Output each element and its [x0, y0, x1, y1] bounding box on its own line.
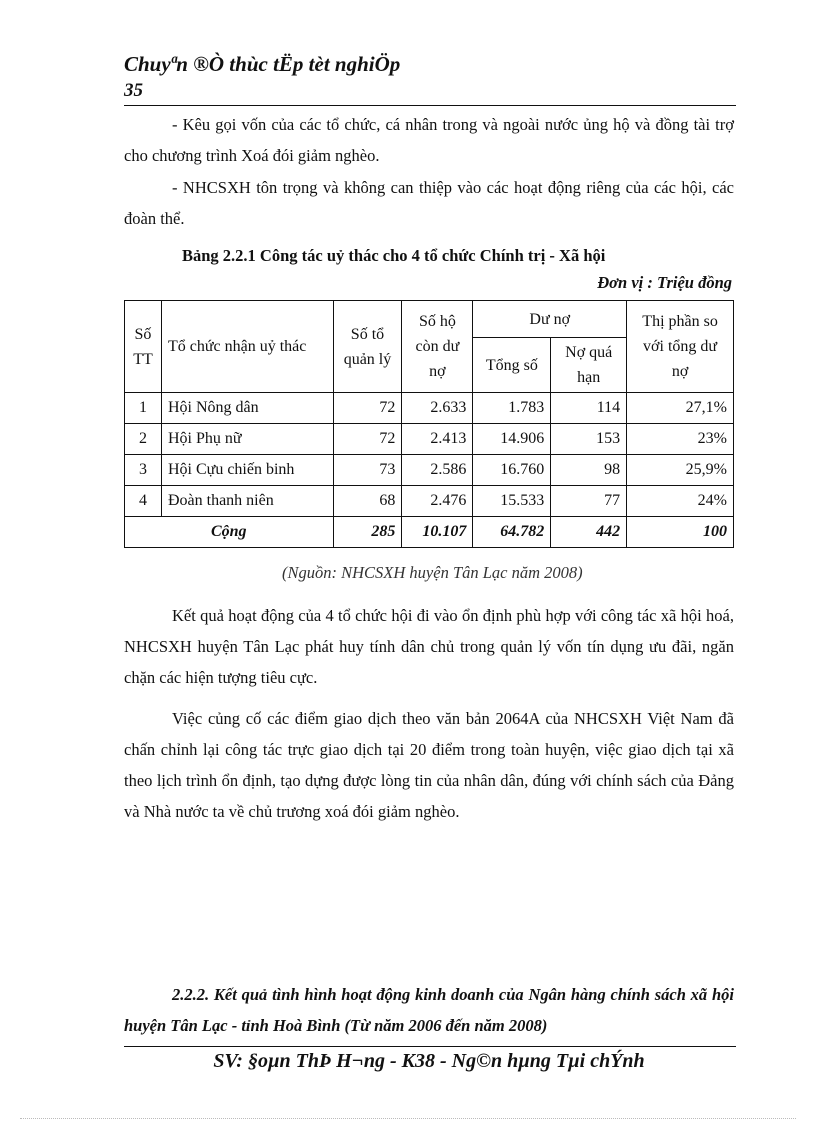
cell-groups: 72: [333, 393, 402, 424]
paragraph-consolidation: Việc củng cố các điểm giao dịch theo văn bản 2064A của NHCSXH Việt Nam đã chấn chỉnh lại công tác trực giao dịch tại 20 điểm trong toàn huyện, việc giao dịch tại xã theo lịch trình ổn định, tạo dựng được lòng tin của nhân dân, đúng với chính sách của Đảng và Nhà nước ta về chủ trương xoá đói giảm nghèo.: [124, 709, 734, 821]
cell-households: 2.476: [402, 486, 473, 517]
cell-stt: 3: [125, 455, 162, 486]
cell-share: 23%: [627, 424, 734, 455]
table-row: [125, 455, 734, 486]
cell-share: 25,9%: [627, 455, 734, 486]
table-row: [125, 393, 734, 424]
col-header-households: Số hộ còn dư nợ: [402, 301, 473, 393]
cell-share: 27,1%: [627, 393, 734, 424]
cell-stt: 4: [125, 486, 162, 517]
table-unit: Đơn vị : Triệu đồng: [597, 273, 732, 292]
paragraph-donors: - Kêu gọi vốn của các tổ chức, cá nhân trong và ngoài nước ủng hộ và đồng tài trợ cho chương trình Xoá đói giảm nghèo.: [124, 115, 734, 165]
cell-debt-overdue: 98: [551, 455, 627, 486]
table-header-row: [125, 301, 734, 338]
cell-debt-total: 14.906: [473, 424, 551, 455]
paragraph-results: Kết quả hoạt động của 4 tổ chức hội đi vào ổn định phù hợp với công tác xã hội hoá, NHCSXH huyện Tân Lạc phát huy tính dân chủ trong quản lý vốn tín dụng ưu đãi, ngăn chặn các hiện tượng tiêu cực.: [124, 606, 734, 687]
cell-debt-overdue: 153: [551, 424, 627, 455]
cell-debt-total: 16.760: [473, 455, 551, 486]
col-header-debt-overdue: Nợ quá hạn: [551, 338, 627, 393]
cell-debt-overdue: 77: [551, 486, 627, 517]
section-heading: 2.2.2. Kết quả tình hình hoạt động kinh doanh của Ngân hàng chính sách xã hội huyện Tân Lạc - tỉnh Hoà Bình (Từ năm 2006 đến năm 2008): [124, 985, 734, 1035]
page-bottom-dotted-rule: [20, 1118, 796, 1119]
cell-groups: 72: [333, 424, 402, 455]
cell-groups: 73: [333, 455, 402, 486]
col-header-org: Tổ chức nhận uỷ thác: [161, 301, 333, 393]
page-number: 35: [124, 80, 143, 101]
cell-org: Hội Cựu chiến binh: [161, 455, 333, 486]
table-caption: Bảng 2.2.1 Công tác uỷ thác cho 4 tổ chức Chính trị - Xã hội: [182, 246, 606, 265]
col-header-stt: Số TT: [125, 301, 162, 393]
cell-households: 2.633: [402, 393, 473, 424]
cell-debt-total: 15.533: [473, 486, 551, 517]
cell-households: 2.586: [402, 455, 473, 486]
cell-total-households: 10.107: [402, 517, 473, 548]
cell-total-debt: 64.782: [473, 517, 551, 548]
col-header-groups: Số tổ quản lý: [333, 301, 402, 393]
col-header-share: Thị phần so với tổng dư nợ: [627, 301, 734, 393]
cell-total-groups: 285: [333, 517, 402, 548]
col-header-debt-total: Tổng số: [473, 338, 551, 393]
cell-share: 24%: [627, 486, 734, 517]
table-total-row: [125, 517, 734, 548]
col-header-debt: Dư nợ: [473, 301, 627, 338]
trust-table: [124, 300, 734, 548]
cell-total-share: 100: [627, 517, 734, 548]
paragraph-non-interference: - NHCSXH tôn trọng và không can thiệp vào các hoạt động riêng của các hội, các đoàn thể.: [124, 178, 734, 228]
header-title: Chuyªn ®Ò thùc tËp tèt nghiÖp: [124, 52, 401, 76]
cell-org: Hội Nông dân: [161, 393, 333, 424]
cell-stt: 2: [125, 424, 162, 455]
footer-rule: [124, 1046, 736, 1047]
cell-households: 2.413: [402, 424, 473, 455]
table-source: (Nguồn: NHCSXH huyện Tân Lạc năm 2008): [282, 563, 583, 582]
cell-org: Đoàn thanh niên: [161, 486, 333, 517]
table-row: [125, 424, 734, 455]
table-row: [125, 486, 734, 517]
cell-groups: 68: [333, 486, 402, 517]
cell-debt-total: 1.783: [473, 393, 551, 424]
cell-debt-overdue: 114: [551, 393, 627, 424]
cell-org: Hội Phụ nữ: [161, 424, 333, 455]
cell-total-overdue: 442: [551, 517, 627, 548]
header-rule: [124, 105, 736, 106]
cell-total-label: Cộng: [125, 517, 334, 548]
cell-stt: 1: [125, 393, 162, 424]
footer-text: SV: §oµn ThÞ H¬ng - K38 - Ng©n hµng Tµi chÝnh: [213, 1050, 645, 1072]
